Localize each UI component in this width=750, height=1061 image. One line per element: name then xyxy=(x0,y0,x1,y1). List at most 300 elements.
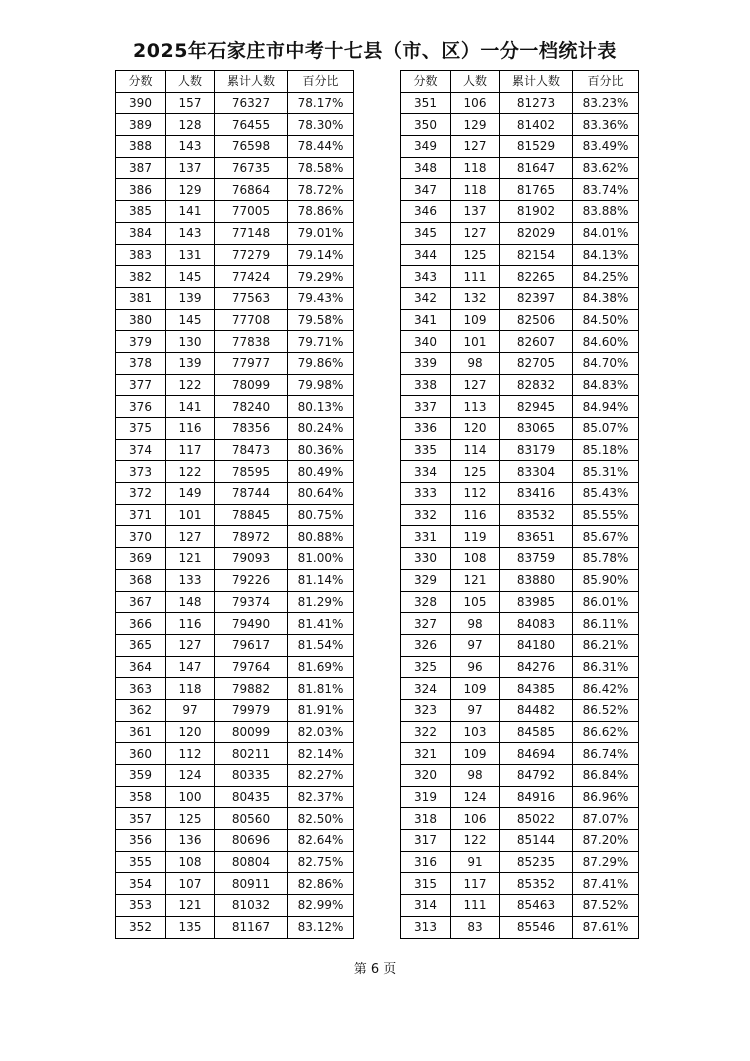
cell-count: 108 xyxy=(451,548,500,570)
cell-score: 359 xyxy=(116,765,166,787)
cell-score: 313 xyxy=(401,916,451,938)
table-row xyxy=(401,396,639,418)
table-row xyxy=(401,504,639,526)
cell-cumulative: 79764 xyxy=(215,656,288,678)
table-row xyxy=(401,569,639,591)
cell-percent: 85.43% xyxy=(573,483,639,505)
cell-count: 143 xyxy=(166,222,215,244)
cell-count: 111 xyxy=(451,895,500,917)
cell-score: 366 xyxy=(116,613,166,635)
table-row xyxy=(401,765,639,787)
cell-percent: 82.50% xyxy=(288,808,354,830)
cell-score: 372 xyxy=(116,483,166,505)
cell-score: 336 xyxy=(401,418,451,440)
cell-cumulative: 85546 xyxy=(500,916,573,938)
cell-percent: 87.29% xyxy=(573,851,639,873)
cell-cumulative: 78972 xyxy=(215,526,288,548)
cell-cumulative: 82832 xyxy=(500,374,573,396)
cell-percent: 81.54% xyxy=(288,634,354,656)
cell-count: 132 xyxy=(451,287,500,309)
cell-score: 325 xyxy=(401,656,451,678)
cell-score: 346 xyxy=(401,201,451,223)
cell-score: 367 xyxy=(116,591,166,613)
table-row xyxy=(116,222,354,244)
cell-cumulative: 81273 xyxy=(500,92,573,114)
table-row xyxy=(401,287,639,309)
cell-cumulative: 76455 xyxy=(215,114,288,136)
table-row xyxy=(116,634,354,656)
table-row xyxy=(401,591,639,613)
cell-percent: 81.91% xyxy=(288,699,354,721)
cell-count: 91 xyxy=(451,851,500,873)
cell-count: 121 xyxy=(166,895,215,917)
cell-percent: 81.14% xyxy=(288,569,354,591)
cell-percent: 79.29% xyxy=(288,266,354,288)
table-row xyxy=(116,895,354,917)
cell-score: 352 xyxy=(116,916,166,938)
cell-count: 109 xyxy=(451,743,500,765)
cell-percent: 82.14% xyxy=(288,743,354,765)
cell-score: 317 xyxy=(401,830,451,852)
cell-cumulative: 85235 xyxy=(500,851,573,873)
cell-cumulative: 77005 xyxy=(215,201,288,223)
table-row xyxy=(401,179,639,201)
cell-score: 389 xyxy=(116,114,166,136)
cell-percent: 82.64% xyxy=(288,830,354,852)
cell-percent: 83.62% xyxy=(573,157,639,179)
table-row xyxy=(401,461,639,483)
cell-cumulative: 84083 xyxy=(500,613,573,635)
cell-percent: 80.49% xyxy=(288,461,354,483)
cell-score: 319 xyxy=(401,786,451,808)
table-row xyxy=(116,483,354,505)
cell-cumulative: 83065 xyxy=(500,418,573,440)
cell-score: 353 xyxy=(116,895,166,917)
table-row xyxy=(401,634,639,656)
cell-count: 118 xyxy=(451,157,500,179)
cell-count: 101 xyxy=(451,331,500,353)
table-row xyxy=(116,244,354,266)
cell-cumulative: 85022 xyxy=(500,808,573,830)
table-row xyxy=(401,548,639,570)
cell-score: 314 xyxy=(401,895,451,917)
cell-count: 135 xyxy=(166,916,215,938)
cell-cumulative: 82154 xyxy=(500,244,573,266)
cell-percent: 85.31% xyxy=(573,461,639,483)
cell-percent: 85.78% xyxy=(573,548,639,570)
cell-cumulative: 85352 xyxy=(500,873,573,895)
table-row xyxy=(401,830,639,852)
cell-score: 330 xyxy=(401,548,451,570)
score-table-left xyxy=(115,70,354,939)
cell-percent: 82.86% xyxy=(288,873,354,895)
cell-score: 364 xyxy=(116,656,166,678)
table-row xyxy=(401,656,639,678)
cell-score: 339 xyxy=(401,352,451,374)
table-row xyxy=(116,266,354,288)
table-row xyxy=(116,808,354,830)
cell-cumulative: 82265 xyxy=(500,266,573,288)
cell-count: 116 xyxy=(166,418,215,440)
cell-count: 116 xyxy=(451,504,500,526)
cell-count: 100 xyxy=(166,786,215,808)
cell-cumulative: 83179 xyxy=(500,439,573,461)
cell-percent: 81.00% xyxy=(288,548,354,570)
cell-cumulative: 76598 xyxy=(215,136,288,158)
cell-count: 145 xyxy=(166,266,215,288)
cell-count: 129 xyxy=(451,114,500,136)
table-row xyxy=(116,352,354,374)
cell-score: 332 xyxy=(401,504,451,526)
table-row xyxy=(116,526,354,548)
cell-score: 328 xyxy=(401,591,451,613)
cell-percent: 78.17% xyxy=(288,92,354,114)
table-row xyxy=(116,916,354,938)
cell-cumulative: 79490 xyxy=(215,613,288,635)
cell-cumulative: 79882 xyxy=(215,678,288,700)
table-row xyxy=(116,786,354,808)
table-row xyxy=(401,699,639,721)
cell-score: 381 xyxy=(116,287,166,309)
cell-score: 318 xyxy=(401,808,451,830)
cell-percent: 81.69% xyxy=(288,656,354,678)
cell-cumulative: 84792 xyxy=(500,765,573,787)
cell-percent: 86.21% xyxy=(573,634,639,656)
table-row xyxy=(116,331,354,353)
cell-cumulative: 84916 xyxy=(500,786,573,808)
cell-cumulative: 81902 xyxy=(500,201,573,223)
table-header-row xyxy=(401,71,639,93)
cell-score: 377 xyxy=(116,374,166,396)
cell-score: 370 xyxy=(116,526,166,548)
table-row xyxy=(116,548,354,570)
cell-count: 118 xyxy=(451,179,500,201)
cell-score: 321 xyxy=(401,743,451,765)
cell-percent: 85.07% xyxy=(573,418,639,440)
cell-cumulative: 80804 xyxy=(215,851,288,873)
table-row xyxy=(401,201,639,223)
cell-cumulative: 83532 xyxy=(500,504,573,526)
cell-score: 356 xyxy=(116,830,166,852)
cell-cumulative: 77148 xyxy=(215,222,288,244)
cell-cumulative: 81647 xyxy=(500,157,573,179)
cell-score: 369 xyxy=(116,548,166,570)
cell-cumulative: 80335 xyxy=(215,765,288,787)
table-row xyxy=(116,873,354,895)
cell-score: 360 xyxy=(116,743,166,765)
cell-percent: 78.30% xyxy=(288,114,354,136)
cell-score: 363 xyxy=(116,678,166,700)
cell-score: 379 xyxy=(116,331,166,353)
cell-score: 329 xyxy=(401,569,451,591)
table-row xyxy=(116,179,354,201)
cell-cumulative: 82397 xyxy=(500,287,573,309)
cell-cumulative: 84694 xyxy=(500,743,573,765)
table-row xyxy=(116,374,354,396)
cell-count: 149 xyxy=(166,483,215,505)
cell-count: 125 xyxy=(166,808,215,830)
cell-cumulative: 84276 xyxy=(500,656,573,678)
cell-percent: 85.55% xyxy=(573,504,639,526)
cell-percent: 84.50% xyxy=(573,309,639,331)
table-row xyxy=(116,396,354,418)
cell-score: 390 xyxy=(116,92,166,114)
table-row xyxy=(116,461,354,483)
cell-percent: 81.29% xyxy=(288,591,354,613)
header-score: 分数 xyxy=(116,71,166,93)
cell-cumulative: 78845 xyxy=(215,504,288,526)
cell-score: 358 xyxy=(116,786,166,808)
page-number: 第 6 页 xyxy=(353,962,397,977)
cell-percent: 87.07% xyxy=(573,808,639,830)
cell-count: 139 xyxy=(166,287,215,309)
cell-cumulative: 78744 xyxy=(215,483,288,505)
cell-percent: 80.13% xyxy=(288,396,354,418)
cell-percent: 82.37% xyxy=(288,786,354,808)
table-row xyxy=(116,201,354,223)
table-row xyxy=(401,678,639,700)
cell-cumulative: 79979 xyxy=(215,699,288,721)
cell-cumulative: 78595 xyxy=(215,461,288,483)
cell-percent: 81.41% xyxy=(288,613,354,635)
cell-count: 128 xyxy=(166,114,215,136)
cell-count: 127 xyxy=(451,136,500,158)
cell-percent: 87.20% xyxy=(573,830,639,852)
cell-percent: 80.24% xyxy=(288,418,354,440)
cell-count: 143 xyxy=(166,136,215,158)
cell-count: 121 xyxy=(166,548,215,570)
cell-count: 97 xyxy=(451,634,500,656)
cell-count: 117 xyxy=(451,873,500,895)
cell-cumulative: 77424 xyxy=(215,266,288,288)
cell-percent: 86.01% xyxy=(573,591,639,613)
cell-percent: 79.01% xyxy=(288,222,354,244)
cell-percent: 78.58% xyxy=(288,157,354,179)
cell-cumulative: 81765 xyxy=(500,179,573,201)
table-row xyxy=(116,136,354,158)
cell-percent: 86.31% xyxy=(573,656,639,678)
cell-count: 106 xyxy=(451,92,500,114)
cell-percent: 79.58% xyxy=(288,309,354,331)
cell-score: 322 xyxy=(401,721,451,743)
cell-cumulative: 80099 xyxy=(215,721,288,743)
cell-percent: 83.12% xyxy=(288,916,354,938)
cell-score: 331 xyxy=(401,526,451,548)
table-row xyxy=(401,483,639,505)
cell-count: 136 xyxy=(166,830,215,852)
cell-score: 320 xyxy=(401,765,451,787)
cell-count: 145 xyxy=(166,309,215,331)
cell-count: 139 xyxy=(166,352,215,374)
header-percent: 百分比 xyxy=(288,71,354,93)
cell-score: 357 xyxy=(116,808,166,830)
cell-cumulative: 82945 xyxy=(500,396,573,418)
cell-score: 373 xyxy=(116,461,166,483)
cell-score: 365 xyxy=(116,634,166,656)
cell-score: 385 xyxy=(116,201,166,223)
cell-score: 386 xyxy=(116,179,166,201)
table-row xyxy=(401,808,639,830)
header-count: 人数 xyxy=(451,71,500,93)
cell-cumulative: 79093 xyxy=(215,548,288,570)
cell-score: 327 xyxy=(401,613,451,635)
table-row xyxy=(401,352,639,374)
table-row xyxy=(401,222,639,244)
header-score: 分数 xyxy=(401,71,451,93)
cell-percent: 86.62% xyxy=(573,721,639,743)
cell-cumulative: 83759 xyxy=(500,548,573,570)
cell-score: 347 xyxy=(401,179,451,201)
cell-count: 127 xyxy=(451,374,500,396)
cell-count: 127 xyxy=(166,634,215,656)
cell-score: 337 xyxy=(401,396,451,418)
cell-score: 315 xyxy=(401,873,451,895)
cell-cumulative: 82506 xyxy=(500,309,573,331)
cell-percent: 78.72% xyxy=(288,179,354,201)
cell-count: 122 xyxy=(166,461,215,483)
cell-percent: 84.60% xyxy=(573,331,639,353)
cell-score: 335 xyxy=(401,439,451,461)
table-row xyxy=(116,569,354,591)
cell-cumulative: 78099 xyxy=(215,374,288,396)
cell-cumulative: 83416 xyxy=(500,483,573,505)
cell-cumulative: 85463 xyxy=(500,895,573,917)
cell-count: 114 xyxy=(451,439,500,461)
cell-count: 117 xyxy=(166,439,215,461)
cell-score: 354 xyxy=(116,873,166,895)
cell-cumulative: 80435 xyxy=(215,786,288,808)
table-body-left xyxy=(116,92,354,938)
table-row xyxy=(116,613,354,635)
cell-score: 387 xyxy=(116,157,166,179)
cell-score: 371 xyxy=(116,504,166,526)
cell-score: 383 xyxy=(116,244,166,266)
score-table-right xyxy=(400,70,639,939)
cell-percent: 80.64% xyxy=(288,483,354,505)
header-count: 人数 xyxy=(166,71,215,93)
cell-percent: 78.86% xyxy=(288,201,354,223)
cell-percent: 87.52% xyxy=(573,895,639,917)
cell-score: 375 xyxy=(116,418,166,440)
cell-percent: 86.74% xyxy=(573,743,639,765)
table-row xyxy=(116,92,354,114)
cell-cumulative: 84482 xyxy=(500,699,573,721)
cell-percent: 83.49% xyxy=(573,136,639,158)
cell-score: 342 xyxy=(401,287,451,309)
page-title: 2025年石家庄市中考十七县（市、区）一分一档统计表 xyxy=(133,40,617,62)
cell-count: 124 xyxy=(451,786,500,808)
cell-percent: 81.81% xyxy=(288,678,354,700)
table-row xyxy=(116,678,354,700)
table-row xyxy=(401,309,639,331)
cell-cumulative: 77279 xyxy=(215,244,288,266)
cell-count: 106 xyxy=(451,808,500,830)
cell-cumulative: 77563 xyxy=(215,287,288,309)
table-row xyxy=(116,504,354,526)
cell-cumulative: 79617 xyxy=(215,634,288,656)
table-row xyxy=(116,656,354,678)
cell-count: 105 xyxy=(451,591,500,613)
cell-cumulative: 77977 xyxy=(215,352,288,374)
cell-percent: 78.44% xyxy=(288,136,354,158)
cell-score: 376 xyxy=(116,396,166,418)
cell-percent: 80.88% xyxy=(288,526,354,548)
cell-count: 121 xyxy=(451,569,500,591)
cell-percent: 85.18% xyxy=(573,439,639,461)
cell-count: 98 xyxy=(451,765,500,787)
table-row xyxy=(401,266,639,288)
cell-cumulative: 79226 xyxy=(215,569,288,591)
cell-score: 384 xyxy=(116,222,166,244)
table-row xyxy=(401,786,639,808)
table-row xyxy=(401,331,639,353)
cell-count: 120 xyxy=(451,418,500,440)
cell-percent: 86.11% xyxy=(573,613,639,635)
table-row xyxy=(401,526,639,548)
cell-count: 129 xyxy=(166,179,215,201)
table-row xyxy=(401,613,639,635)
cell-count: 96 xyxy=(451,656,500,678)
cell-percent: 79.71% xyxy=(288,331,354,353)
cell-percent: 83.23% xyxy=(573,92,639,114)
cell-count: 141 xyxy=(166,396,215,418)
table-row xyxy=(401,439,639,461)
cell-score: 349 xyxy=(401,136,451,158)
cell-count: 133 xyxy=(166,569,215,591)
cell-percent: 79.14% xyxy=(288,244,354,266)
cell-percent: 86.96% xyxy=(573,786,639,808)
cell-percent: 84.13% xyxy=(573,244,639,266)
cell-cumulative: 84385 xyxy=(500,678,573,700)
cell-cumulative: 84585 xyxy=(500,721,573,743)
cell-percent: 83.74% xyxy=(573,179,639,201)
cell-count: 97 xyxy=(451,699,500,721)
cell-percent: 86.42% xyxy=(573,678,639,700)
table-row xyxy=(401,743,639,765)
cell-percent: 80.75% xyxy=(288,504,354,526)
cell-percent: 83.88% xyxy=(573,201,639,223)
table-row xyxy=(401,873,639,895)
cell-count: 111 xyxy=(451,266,500,288)
cell-score: 374 xyxy=(116,439,166,461)
cell-count: 124 xyxy=(166,765,215,787)
cell-cumulative: 81402 xyxy=(500,114,573,136)
cell-percent: 84.83% xyxy=(573,374,639,396)
cell-percent: 82.99% xyxy=(288,895,354,917)
cell-cumulative: 78356 xyxy=(215,418,288,440)
cell-count: 83 xyxy=(451,916,500,938)
cell-cumulative: 78240 xyxy=(215,396,288,418)
cell-cumulative: 83880 xyxy=(500,569,573,591)
cell-count: 141 xyxy=(166,201,215,223)
cell-count: 109 xyxy=(451,678,500,700)
cell-count: 131 xyxy=(166,244,215,266)
table-row xyxy=(116,721,354,743)
table-row xyxy=(401,374,639,396)
cell-count: 118 xyxy=(166,678,215,700)
cell-cumulative: 83651 xyxy=(500,526,573,548)
cell-score: 341 xyxy=(401,309,451,331)
cell-count: 112 xyxy=(451,483,500,505)
table-row xyxy=(401,851,639,873)
cell-percent: 87.61% xyxy=(573,916,639,938)
table-row xyxy=(116,830,354,852)
cell-percent: 85.90% xyxy=(573,569,639,591)
table-row xyxy=(116,743,354,765)
cell-score: 378 xyxy=(116,352,166,374)
cell-count: 137 xyxy=(166,157,215,179)
cell-cumulative: 81529 xyxy=(500,136,573,158)
